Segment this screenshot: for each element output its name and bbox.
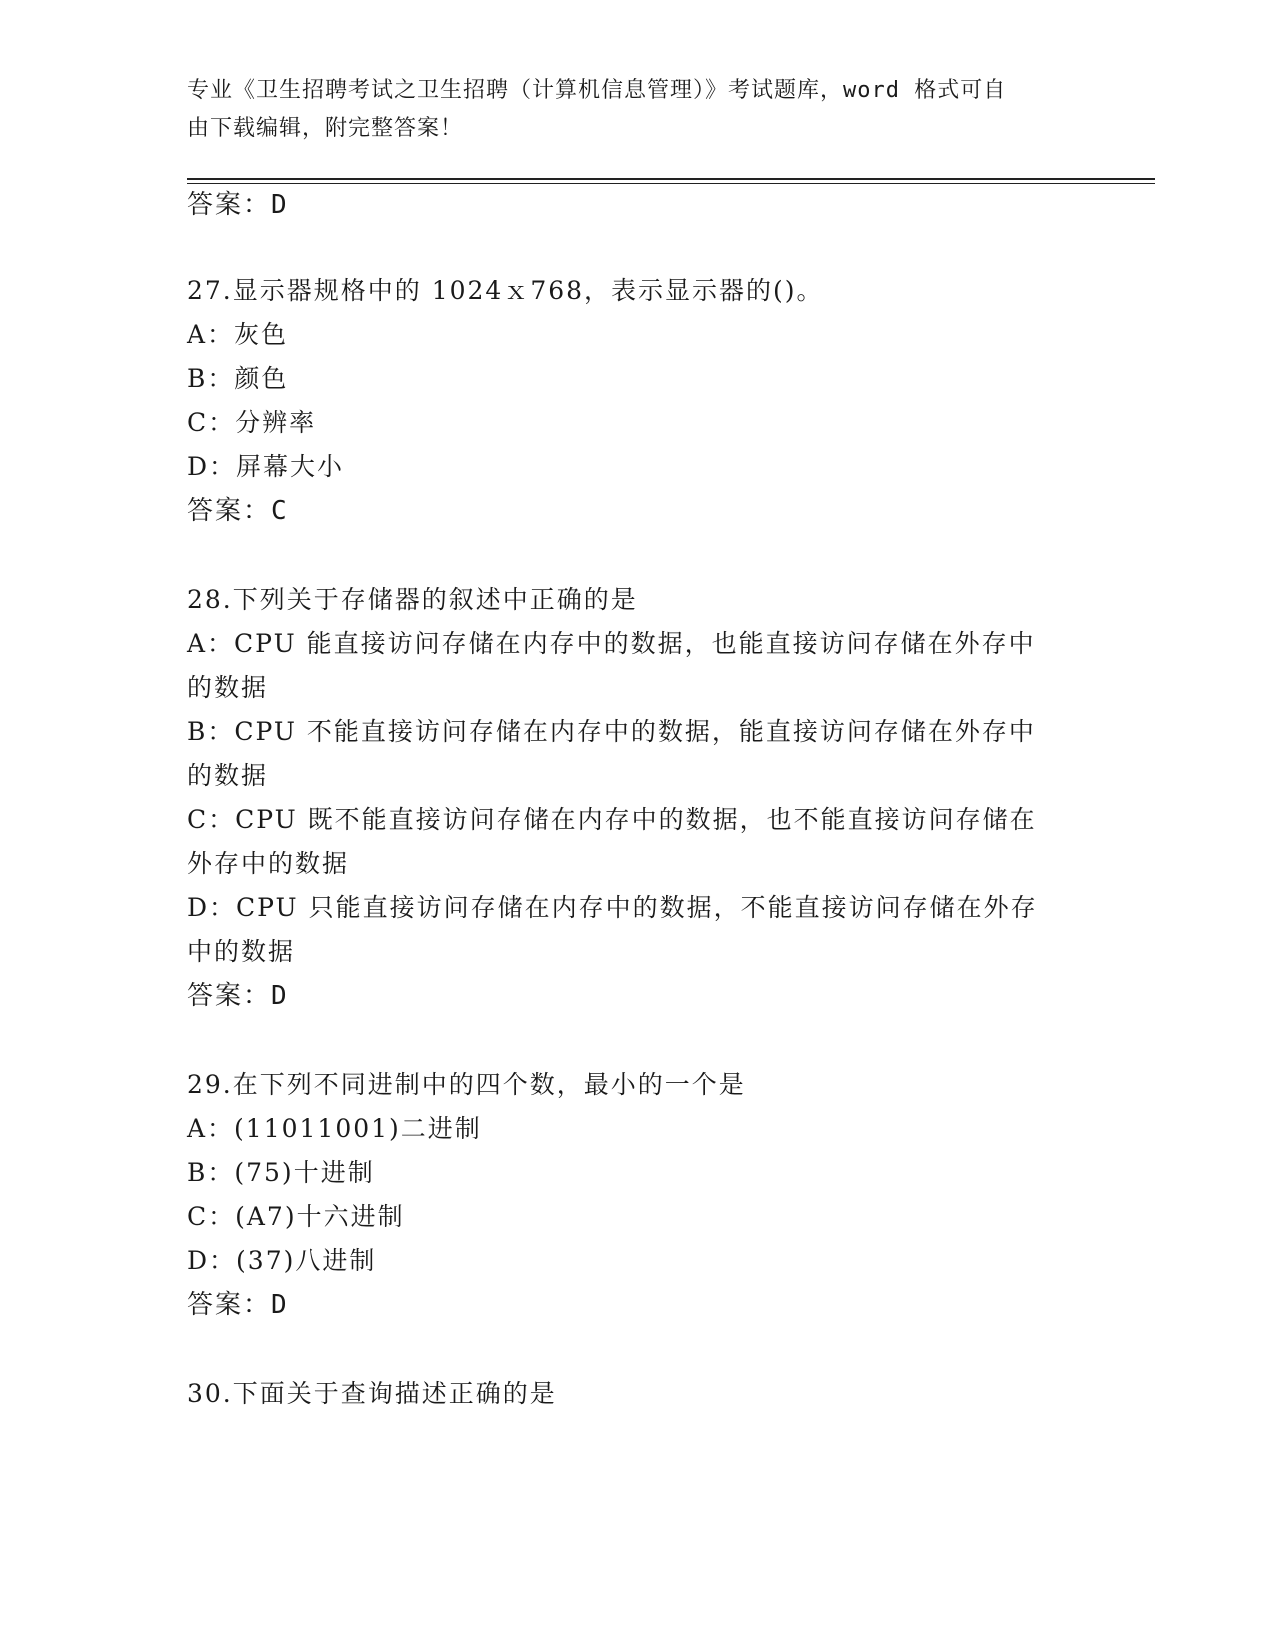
question-27-stem: 27.显示器规格中的 1024ｘ768，表示显示器的()。 — [187, 276, 824, 305]
question-30-stem: 30.下面关于查询描述正确的是 — [187, 1379, 557, 1408]
question-27-option-b: B：颜色 — [187, 364, 289, 393]
question-29-option-a: A：(11011001)二进制 — [187, 1114, 482, 1143]
question-27-answer: 答案：C — [187, 496, 289, 526]
question-28-option-c: C：CPU 既不能直接访问存储在内存中的数据，也不能直接访问存储在 — [187, 805, 1037, 834]
question-29-stem: 29.在下列不同进制中的四个数，最小的一个是 — [187, 1070, 746, 1099]
question-28-option-d-cont: 中的数据 — [187, 937, 296, 966]
header-line-2: 由下载编辑，附完整答案！ — [187, 116, 464, 141]
question-28-option-b: B：CPU 不能直接访问存储在内存中的数据，能直接访问存储在外存中 — [187, 717, 1036, 746]
question-28-option-a: A：CPU 能直接访问存储在内存中的数据，也能直接访问存储在外存中 — [187, 629, 1036, 658]
answer-prev: 答案：D — [187, 190, 289, 220]
question-27-option-a: A：灰色 — [187, 320, 289, 349]
header-line-1: 专业《卫生招聘考试之卫生招聘（计算机信息管理）》考试题库，word 格式可自 — [187, 78, 1007, 103]
question-29-option-b: B：(75)十进制 — [187, 1158, 375, 1187]
question-28-option-d: D：CPU 只能直接访问存储在内存中的数据，不能直接访问存储在外存 — [187, 893, 1038, 922]
question-28-option-a-cont: 的数据 — [187, 673, 269, 702]
question-29-option-c: C：(A7)十六进制 — [187, 1202, 405, 1231]
question-27-option-d: D：屏幕大小 — [187, 452, 345, 481]
document-header — [187, 72, 1067, 148]
question-27-option-c: C：分辨率 — [187, 408, 317, 437]
question-29-answer: 答案：D — [187, 1290, 289, 1320]
question-29-option-d: D：(37)八进制 — [187, 1246, 377, 1275]
question-28-option-c-cont: 外存中的数据 — [187, 849, 350, 878]
question-28-stem: 28.下列关于存储器的叙述中正确的是 — [187, 585, 638, 614]
header-divider-thick — [187, 178, 1155, 180]
question-28-option-b-cont: 的数据 — [187, 761, 269, 790]
question-28-answer: 答案：D — [187, 981, 289, 1011]
